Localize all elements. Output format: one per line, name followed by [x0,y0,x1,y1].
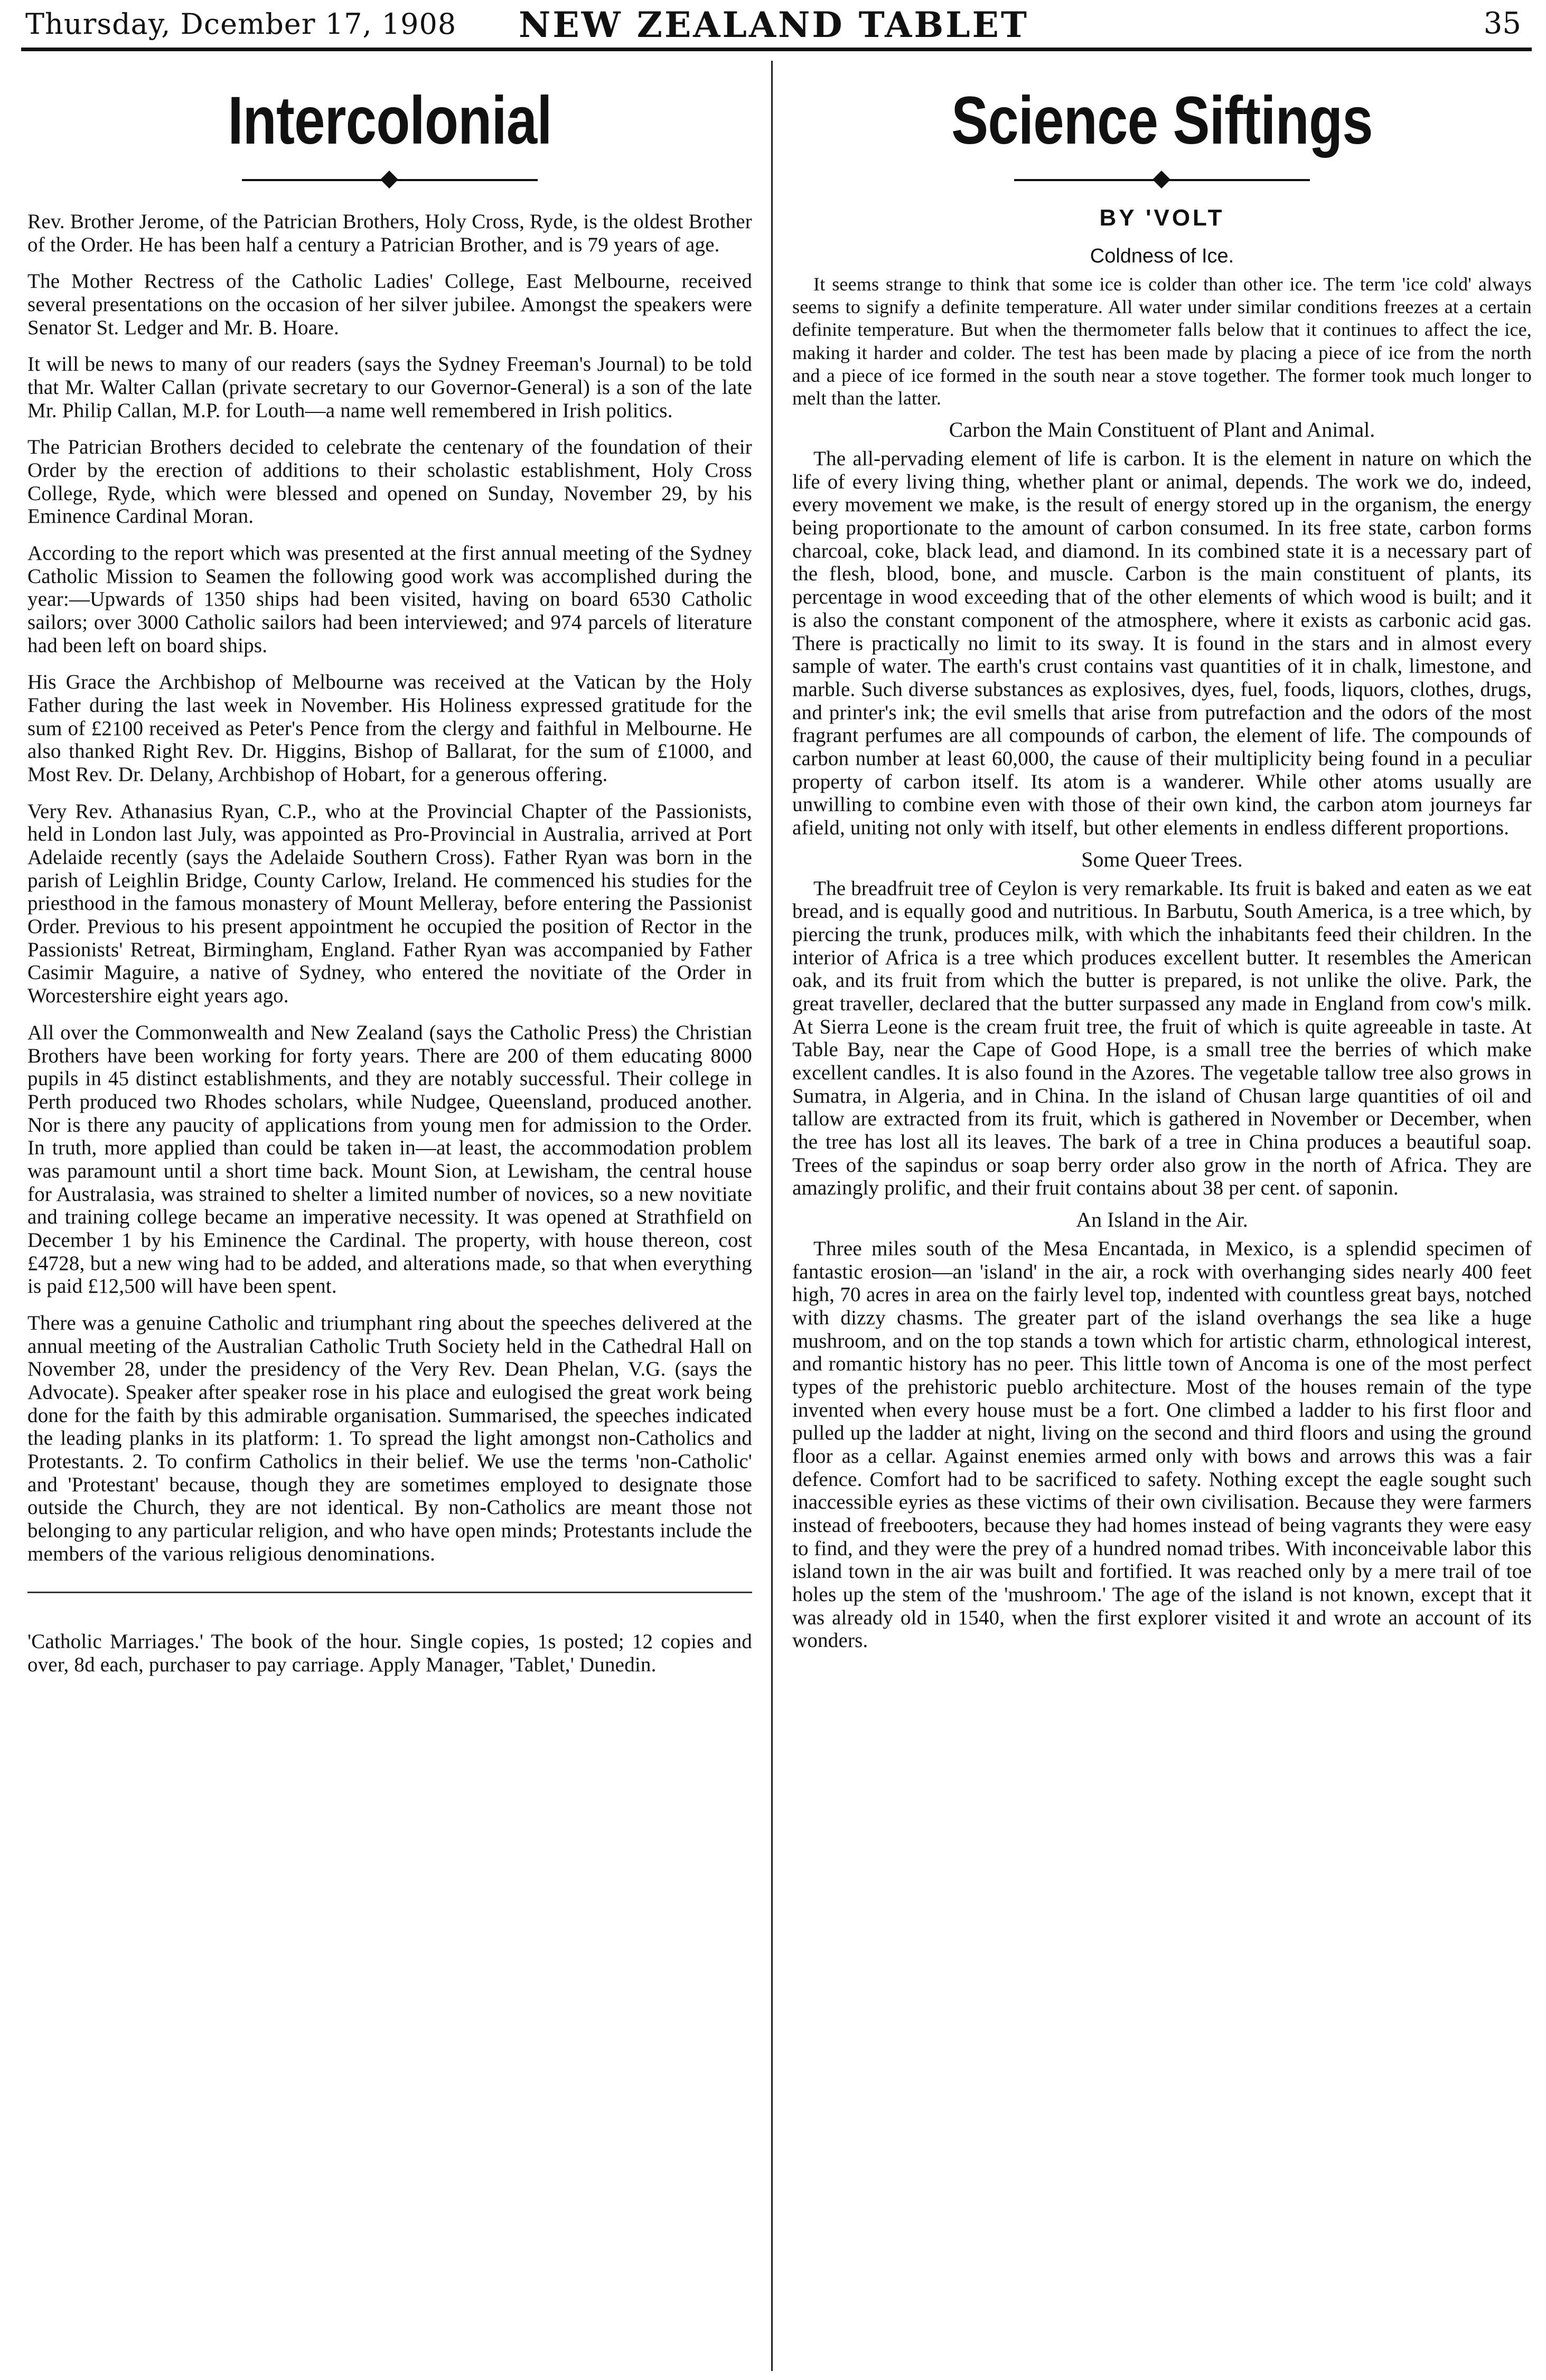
subheading: An Island in the Air. [1076,1207,1248,1231]
advert-divider [27,1592,752,1593]
paragraph: It seems strange to think that some ice is colder than other ice. The term 'ice cold' always seems to signify a definite temperature. All water under similar conditions freezes at a certain definite temperature. But when the thermometer falls below that it continues to affect the ice, making it harder and colder. The test has been made by placing a piece of ice from the north and a piece of ice formed in the south near a stove together. The former took much longer to melt than the latter. [792,274,1532,409]
title-ornament [1014,170,1310,189]
paragraph: Very Rev. Athanasius Ryan, C.P., who at the Provincial Chapter of the Passionists, held in London last July, was appointed as Pro-Provincial in Australia, arrived at Port Adelaide recently (says the Adelaide Southern Cross). Father Ryan was born in the parish of Leighlin Bridge, County Carlow, Ireland. He commenced his studies for the priesthood in the famous monastery of Mount Melleray, before entering the Passionist Order. Previous to his present appointment he occupied the position of Rector in the Passionists' Retreat, Birmingham, England. Father Ryan was accompanied by Father Casimir Maguire, a native of Sydney, who entered the novitiate of the Order in Worcestershire eight years ago. [27,799,752,1008]
diamond-icon [380,171,398,189]
subheading: Some Queer Trees. [1081,847,1243,871]
page-header [21,4,1526,45]
intercolonial-column [27,61,752,1690]
paragraph: All over the Commonwealth and New Zealand (says the Catholic Press) the Christian Brothers have been working for forty years. There are 200 of them educating 8000 pupils in 45 distinct establishments, and they are notably successful. Their college in Perth produced two Rhodes scholars, while Nudgee, Queensland, produced another. Nor is there any paucity of applications from young men for admission to the Order. In truth, more applied than could be taken in—at least, the accommodation problem was paramount until a short time back. Mount Sion, at Lewisham, the central house for Australasia, was strained to shelter a limited number of novices, so a new novitiate and training college became an imperative necessity. It was opened at Strathfield on December 1 by his Eminence the Cardinal. The property, with house thereon, cost £4728, but a new wing had to be added, and alterations made, so that when everything is paid £12,500 will have been spent. [27,1021,752,1298]
paragraph: Three miles south of the Mesa Encantada, in Mexico, is a splendid specimen of fantastic erosion—an 'island' in the air, a rock with overhanging sides nearly 400 feet high, 70 acres in area on the fairly level top, indented with countless great bays, notched with dizzy chasms. The greater part of the island overhangs the sea like a huge mushroom, and on the top stands a town which for artistic charm, ethnological interest, and romantic history has no peer. This little town of Ancoma is one of the most perfect types of the prehistoric pueblo architecture. Most of the houses remain of the type invented when every house must be a fort. One climbed a ladder to his first floor and pulled up the ladder at night, living on the second and third floors and using the ground floor as a cellar. Against enemies armed only with bows and arrows this was a fair defence. Comfort had to be sacrificed to safety. Nothing except the eagle sought such inaccessible eyries as these victims of their own civilisation. Because they were farmers instead of freebooters, because they had homes instead of being vagrants they were easy to find, and they were the prey of a hundred nomad tribes. With inconceivable labor this island town in the air was built and fortified. It was reached only by a mere trail of toe holes up the stem of the 'mushroom.' The age of the island is not known, except that it was already old in 1540, when the first explorer visited it and wrote an account of its wonders. [792,1237,1532,1652]
science-siftings-column [792,61,1532,1660]
section-title-intercolonial: Intercolonial [228,83,552,158]
byline: BY 'VOLT [1099,205,1225,231]
section-title-science-siftings: Science Siftings [951,83,1373,158]
paragraph: The Mother Rectress of the Catholic Ladies' College, East Melbourne, received several presentations on the occasion of her silver jubilee. Amongst the speakers were Senator St. Ledger and Mr. B. Hoare. [27,270,752,339]
subheading: Coldness of Ice. [1090,245,1234,267]
paragraph: The Patrician Brothers decided to celebrate the centenary of the foundation of their Order by the erection of additions to their scholastic establishment, Holy Cross College, Ryde, which were blessed and opened on Sunday, November 29, by his Eminence Cardinal Moran. [27,436,752,528]
diamond-icon [1153,171,1170,189]
header-rule [21,48,1532,51]
column-divider [771,61,773,2371]
advert-catholic-marriages: 'Catholic Marriages.' The book of the hour. Single copies, 1s posted; 12 copies and over, 8d each, purchaser to pay carriage. Apply Manager, 'Tablet,' Dunedin. [27,1630,752,1676]
page-number: 35 [1483,6,1521,41]
title-ornament [242,170,538,189]
paragraph: There was a genuine Catholic and triumphant ring about the speeches delivered at the annual meeting of the Australian Catholic Truth Society held in the Cathedral Hall on November 28, under the presidency of the Very Rev. Dean Phelan, V.G. (says the Advocate). Speaker after speaker rose in his place and eulogised the great work being done for the faith by this admirable organisation. Summarised, the speeches indicated the leading planks in its platform: 1. To spread the light amongst non-Catholics and Protestants. 2. To confirm Catholics in their belief. We use the terms 'non-Catholic' and 'Protestant' because, though they are sometimes employed to designate those outside the Church, they are not identical. By non-Catholics are meant those not belonging to any particular religion, and who have open minds; Protestants include the members of the various religious denominations. [27,1311,752,1565]
issue-date: Thursday, Dcember 17, 1908 [25,7,457,41]
paragraph: The breadfruit tree of Ceylon is very remarkable. Its fruit is baked and eaten as we eat bread, and is equally good and nutritious. In Barbutu, South America, is a tree which, by piercing the trunk, produces milk, with which the inhabitants feed their children. In the interior of Africa is a tree which produces excellent butter. It resembles the American oak, and its fruit from which the butter is prepared, is not unlike the olive. Park, the great traveller, declared that the butter surpassed any made in England from cow's milk. At Sierra Leone is the cream fruit tree, the fruit of which is quite agreeable in taste. At Table Bay, near the Cape of Good Hope, is a small tree the berries of which make excellent candles. It is also found in the Azores. The vegetable tallow tree also grows in Sumatra, in Algeria, and in China. In the island of Chusan large quantities of oil and tallow are extracted from its fruit, which is gathered in November or December, when the tree has lost all its leaves. The bark of a tree in China produces a beautiful soap. Trees of the sapindus or soap berry order also grow in the north of Africa. They are amazingly prolific, and their fruit contains about 38 per cent. of saponin. [792,877,1532,1200]
paragraph: Rev. Brother Jerome, of the Patrician Brothers, Holy Cross, Ryde, is the oldest Brother of the Order. He has been half a century a Patrician Brother, and is 79 years of age. [27,210,752,256]
paragraph: His Grace the Archbishop of Melbourne was received at the Vatican by the Holy Father during the last week in November. His Holiness expressed gratitude for the sum of £2100 received as Peter's Pence from the clergy and faithful in Melbourne. He also thanked Right Rev. Dr. Higgins, Bishop of Ballarat, for the sum of £1000, and Most Rev. Dr. Delany, Archbishop of Hobart, for a generous offering. [27,671,752,786]
subheading: Carbon the Main Constituent of Plant and Animal. [949,418,1375,442]
paragraph: The all-pervading element of life is carbon. It is the element in nature on which the life of every living thing, whether plant or animal, depends. The work we do, indeed, every movement we make, is the result of energy stored up in the organism, the energy being proportionate to the amount of carbon consumed. In its free state, carbon forms charcoal, coke, black lead, and diamond. In its combined state it is a necessary part of the flesh, blood, bone, and muscle. Carbon is the main constituent of plants, its percentage in wood exceeding that of the other elements of which wood is built; and it is also the constant component of the atmosphere, where it exists as carbonic acid gas. There is practically no limit to its sway. It is found in the stars and in almost every sample of water. The earth's crust contains vast quantities of it in chalk, limestone, and marble. Such diverse substances as explosives, dyes, fuel, foods, liquors, clothes, drugs, and printer's ink; the evil smells that arise from putrefaction and the odors of the most fragrant perfumes are all compounds of carbon, the element of life. The compounds of carbon number at least 60,000, the cause of their multiplicity being found in a peculiar property of carbon itself. Its atom is a wanderer. While other atoms usually are unwilling to combine even with those of their own kind, the carbon atom journeys far afield, uniting not only with itself, but other elements in endless different proportions. [792,447,1532,839]
paragraph: It will be news to many of our readers (says the Sydney Freeman's Journal) to be told that Mr. Walter Callan (private secretary to our Governor-General) is a son of the late Mr. Philip Callan, M.P. for Louth—a name well remembered in Irish politics. [27,353,752,422]
masthead: NEW ZEALAND TABLET [519,4,1029,45]
paragraph: According to the report which was presented at the first annual meeting of the Sydney Catholic Mission to Seamen the following good work was accomplished during the year:—Upwards of 1350 ships had been visited, having on board 6530 Catholic sailors; over 3000 Catholic sailors had been interviewed; and 974 parcels of literature had been left on board ships. [27,542,752,657]
